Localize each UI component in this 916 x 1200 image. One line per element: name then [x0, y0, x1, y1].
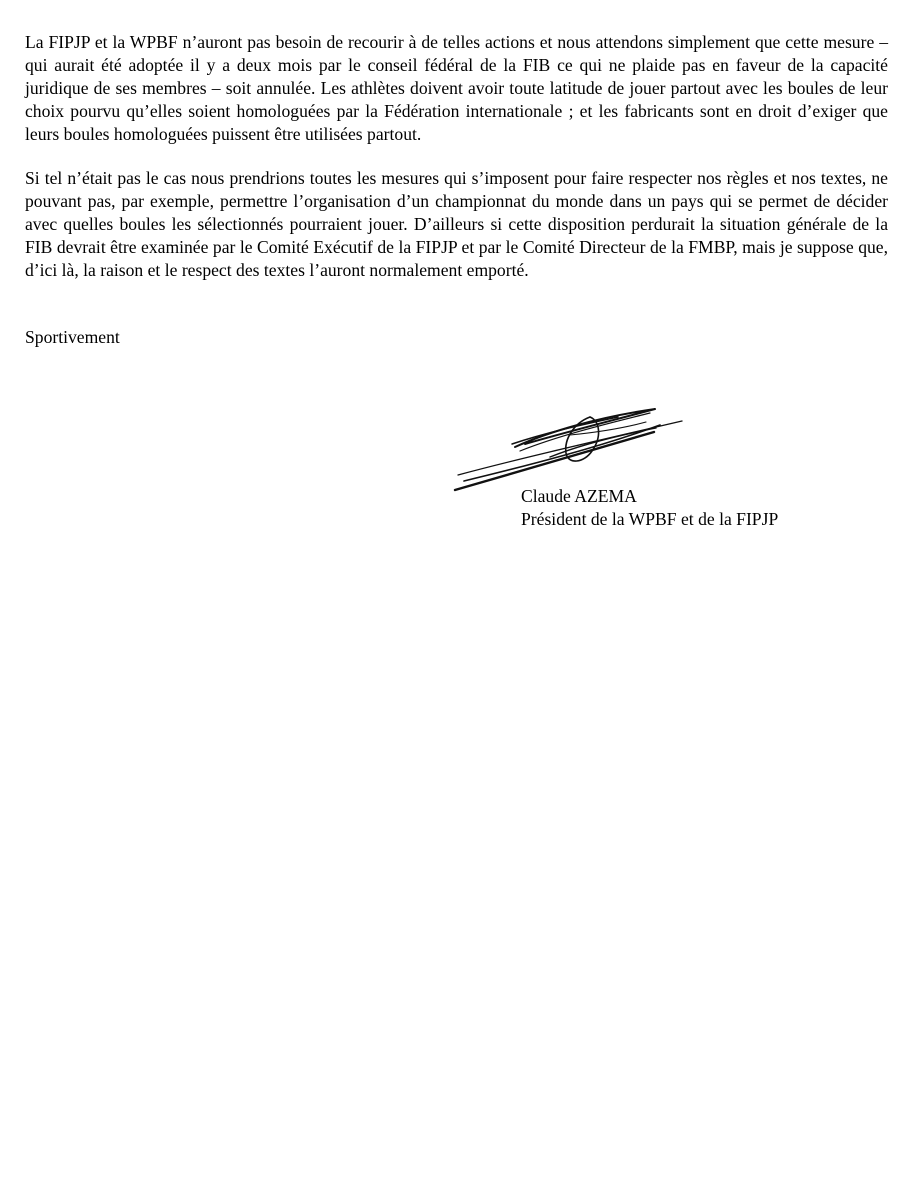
- signatory-name: Claude AZEMA: [521, 486, 637, 506]
- closing-salutation: Sportivement: [25, 327, 120, 347]
- signatory-title: Président de la WPBF et de la FIPJP: [521, 508, 779, 529]
- handwritten-signature: [450, 395, 690, 495]
- letter-paragraph-1: La FIPJP et la WPBF n’auront pas besoin de recourir à de telles actions et nous attendons simplement que cette mesure – qui aurait été adoptée il y a deux mois par le conseil fédéral de la FIB ce qui ne plaide pas en faveur de la capacité juridique de ses membres – soit annulée. Les athlètes doivent avoir toute latitude de jouer partout avec les boules de leur choix pourvu qu’elles soient homologuées par la Fédération internationale ; et les fabricants sont en droit d’exiger que leurs boules homologuées puissent être utilisées partout.: [25, 32, 888, 144]
- signature-block: [521, 485, 778, 531]
- letter-paragraph-2: Si tel n’était pas le cas nous prendrions toutes les mesures qui s’imposent pour faire respecter nos règles et nos textes, ne pouvant pas, par exemple, permettre l’organisation d’un championnat du monde dans un pays qui se permet de décider avec quelles boules les sélectionnés pourraient jouer. D’ailleurs si cette disposition perdurait la situation générale de la FIB devrait être examinée par le Comité Exécutif de la FIPJP et par le Comité Directeur de la FMBP, mais je suppose que, d’ici là, la raison et le respect des textes l’auront normalement emporté.: [25, 168, 888, 280]
